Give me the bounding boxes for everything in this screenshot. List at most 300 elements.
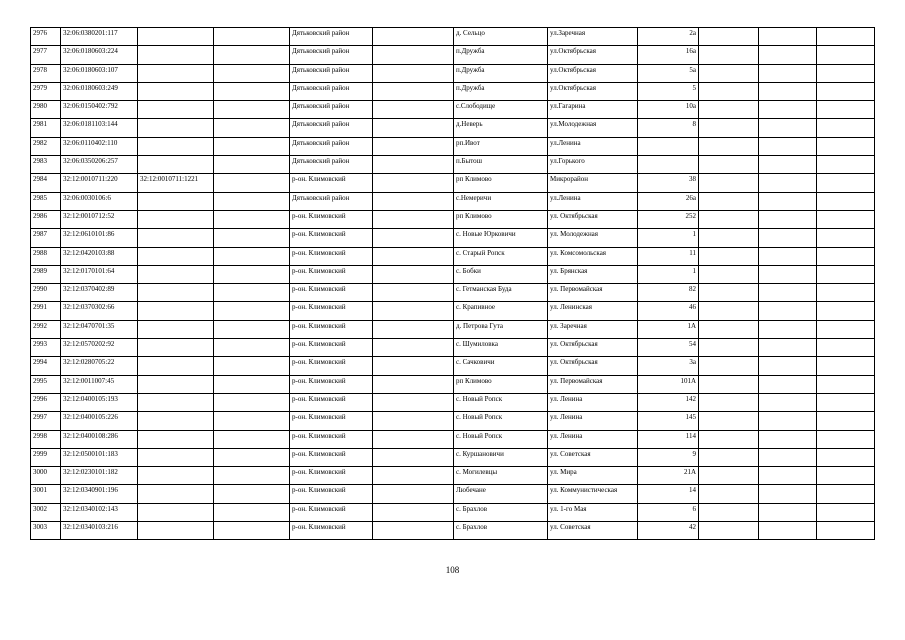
settlement-cell: п.Дружба <box>454 82 548 100</box>
table-row <box>31 448 875 466</box>
settlement-cell: с. Могилевцы <box>454 467 548 485</box>
empty-cell <box>214 192 290 210</box>
street-cell: ул. Коммунистическая <box>548 485 638 503</box>
district-cell: р-он. Климовский <box>290 174 373 192</box>
settlement-cell: с.Немеричи <box>454 192 548 210</box>
empty-cell <box>373 265 454 283</box>
settlement-cell: с. Брахлов <box>454 522 548 540</box>
extra-cadastral-number-cell <box>138 302 214 320</box>
street-cell: ул. 1-го Мая <box>548 503 638 521</box>
empty-cell <box>214 393 290 411</box>
table-row <box>31 192 875 210</box>
table-row <box>31 393 875 411</box>
empty-cell <box>214 46 290 64</box>
empty-cell <box>373 339 454 357</box>
empty-cell <box>699 174 759 192</box>
house-number-cell: 14 <box>638 485 699 503</box>
empty-cell <box>699 192 759 210</box>
settlement-cell: с. Крапивное <box>454 302 548 320</box>
settlement-cell: рп Климово <box>454 375 548 393</box>
empty-cell <box>214 375 290 393</box>
empty-cell <box>214 229 290 247</box>
empty-cell <box>817 119 875 137</box>
empty-cell <box>759 284 817 302</box>
empty-cell <box>699 137 759 155</box>
empty-cell <box>759 265 817 283</box>
district-cell: р-он. Климовский <box>290 393 373 411</box>
empty-cell <box>214 210 290 228</box>
extra-cadastral-number-cell <box>138 46 214 64</box>
house-number-cell: 82 <box>638 284 699 302</box>
empty-cell <box>699 46 759 64</box>
extra-cadastral-number-cell <box>138 28 214 46</box>
empty-cell <box>214 247 290 265</box>
table-row <box>31 82 875 100</box>
street-cell: ул. Молодежная <box>548 229 638 247</box>
empty-cell <box>373 485 454 503</box>
empty-cell <box>214 174 290 192</box>
empty-cell <box>817 174 875 192</box>
house-number-cell: 38 <box>638 174 699 192</box>
house-number-cell <box>638 137 699 155</box>
empty-cell <box>373 137 454 155</box>
cadastral-number-cell: 32:12:0340102:143 <box>61 503 138 521</box>
empty-cell <box>214 448 290 466</box>
street-cell: ул. Заречная <box>548 320 638 338</box>
extra-cadastral-number-cell <box>138 522 214 540</box>
district-cell: р-он. Климовский <box>290 412 373 430</box>
empty-cell <box>699 101 759 119</box>
table-row <box>31 247 875 265</box>
empty-cell <box>373 46 454 64</box>
settlement-cell: с. Сачковичи <box>454 357 548 375</box>
cadastral-number-cell: 32:12:0370302:66 <box>61 302 138 320</box>
district-cell: Дятьковский район <box>290 46 373 64</box>
table-row <box>31 229 875 247</box>
extra-cadastral-number-cell <box>138 64 214 82</box>
empty-cell <box>817 412 875 430</box>
empty-cell <box>759 320 817 338</box>
empty-cell <box>817 485 875 503</box>
empty-cell <box>759 412 817 430</box>
street-cell: ул. Ленина <box>548 393 638 411</box>
empty-cell <box>699 467 759 485</box>
district-cell: р-он. Климовский <box>290 247 373 265</box>
empty-cell <box>214 430 290 448</box>
extra-cadastral-number-cell <box>138 320 214 338</box>
extra-cadastral-number-cell <box>138 430 214 448</box>
settlement-cell: д.Неверь <box>454 119 548 137</box>
cadastral-number-cell: 32:12:0570202:92 <box>61 339 138 357</box>
settlement-cell: с.Слободище <box>454 101 548 119</box>
cadastral-number-cell: 32:12:0011007:45 <box>61 375 138 393</box>
cadastral-number-cell: 32:12:0370402:89 <box>61 284 138 302</box>
empty-cell <box>817 64 875 82</box>
street-cell: ул.Октябрьская <box>548 64 638 82</box>
extra-cadastral-number-cell <box>138 375 214 393</box>
district-cell: Дятьковский район <box>290 101 373 119</box>
district-cell: р-он. Климовский <box>290 302 373 320</box>
empty-cell <box>699 412 759 430</box>
district-cell: Дятьковский район <box>290 119 373 137</box>
empty-cell <box>759 247 817 265</box>
cadastral-number-cell: 32:12:0470701:35 <box>61 320 138 338</box>
cadastral-number-cell: 32:06:0030106:6 <box>61 192 138 210</box>
extra-cadastral-number-cell <box>138 101 214 119</box>
empty-cell <box>759 448 817 466</box>
empty-cell <box>373 28 454 46</box>
district-cell: Дятьковский район <box>290 64 373 82</box>
empty-cell <box>759 357 817 375</box>
table-row <box>31 119 875 137</box>
empty-cell <box>373 375 454 393</box>
extra-cadastral-number-cell <box>138 137 214 155</box>
house-number-cell: 3а <box>638 357 699 375</box>
street-cell: ул. Мира <box>548 467 638 485</box>
extra-cadastral-number-cell <box>138 448 214 466</box>
district-cell: Дятьковский район <box>290 28 373 46</box>
empty-cell <box>699 485 759 503</box>
empty-cell <box>373 284 454 302</box>
registry-table <box>30 27 875 540</box>
row-number-cell: 2976 <box>31 28 61 46</box>
empty-cell <box>373 174 454 192</box>
empty-cell <box>759 485 817 503</box>
settlement-cell: с. Гетманская Буда <box>454 284 548 302</box>
row-number-cell: 2994 <box>31 357 61 375</box>
house-number-cell: 114 <box>638 430 699 448</box>
empty-cell <box>759 393 817 411</box>
extra-cadastral-number-cell <box>138 503 214 521</box>
table-row <box>31 357 875 375</box>
empty-cell <box>699 503 759 521</box>
house-number-cell: 5 <box>638 82 699 100</box>
row-number-cell: 2978 <box>31 64 61 82</box>
empty-cell <box>699 265 759 283</box>
extra-cadastral-number-cell <box>138 192 214 210</box>
empty-cell <box>373 247 454 265</box>
empty-cell <box>373 192 454 210</box>
house-number-cell: 1 <box>638 229 699 247</box>
empty-cell <box>373 229 454 247</box>
empty-cell <box>817 46 875 64</box>
empty-cell <box>214 503 290 521</box>
house-number-cell: 10а <box>638 101 699 119</box>
settlement-cell: Любечане <box>454 485 548 503</box>
extra-cadastral-number-cell <box>138 284 214 302</box>
street-cell: ул.Октябрьская <box>548 82 638 100</box>
row-number-cell: 3001 <box>31 485 61 503</box>
empty-cell <box>759 174 817 192</box>
house-number-cell: 9 <box>638 448 699 466</box>
empty-cell <box>373 210 454 228</box>
street-cell: ул.Ленина <box>548 192 638 210</box>
house-number-cell: 21А <box>638 467 699 485</box>
empty-cell <box>759 229 817 247</box>
house-number-cell <box>638 156 699 174</box>
house-number-cell: 252 <box>638 210 699 228</box>
extra-cadastral-number-cell <box>138 156 214 174</box>
empty-cell <box>373 119 454 137</box>
table-row <box>31 522 875 540</box>
empty-cell <box>373 320 454 338</box>
empty-cell <box>373 302 454 320</box>
district-cell: Дятьковский район <box>290 137 373 155</box>
empty-cell <box>759 137 817 155</box>
house-number-cell: 6 <box>638 503 699 521</box>
street-cell: ул. Советская <box>548 448 638 466</box>
empty-cell <box>699 64 759 82</box>
cadastral-number-cell: 32:06:0150402:792 <box>61 101 138 119</box>
empty-cell <box>699 247 759 265</box>
empty-cell <box>373 64 454 82</box>
street-cell: ул. Советская <box>548 522 638 540</box>
district-cell: р-он. Климовский <box>290 210 373 228</box>
empty-cell <box>373 503 454 521</box>
empty-cell <box>817 393 875 411</box>
settlement-cell: с. Новый Ропск <box>454 393 548 411</box>
settlement-cell: с. Новые Юрковичи <box>454 229 548 247</box>
settlement-cell: рп.Ивот <box>454 137 548 155</box>
table-row <box>31 412 875 430</box>
street-cell: ул.Молодежная <box>548 119 638 137</box>
empty-cell <box>214 119 290 137</box>
empty-cell <box>214 284 290 302</box>
table-row <box>31 46 875 64</box>
cadastral-number-cell: 32:06:0380201:117 <box>61 28 138 46</box>
empty-cell <box>699 156 759 174</box>
cadastral-number-cell: 32:12:0340901:196 <box>61 485 138 503</box>
district-cell: р-он. Климовский <box>290 485 373 503</box>
empty-cell <box>214 522 290 540</box>
empty-cell <box>214 302 290 320</box>
empty-cell <box>699 28 759 46</box>
empty-cell <box>373 412 454 430</box>
table-row <box>31 137 875 155</box>
street-cell: Микрорайон <box>548 174 638 192</box>
row-number-cell: 2979 <box>31 82 61 100</box>
district-cell: р-он. Климовский <box>290 357 373 375</box>
settlement-cell: п.Дружба <box>454 46 548 64</box>
empty-cell <box>817 467 875 485</box>
house-number-cell: 54 <box>638 339 699 357</box>
empty-cell <box>817 156 875 174</box>
empty-cell <box>817 101 875 119</box>
cadastral-number-cell: 32:06:0110402:110 <box>61 137 138 155</box>
row-number-cell: 2996 <box>31 393 61 411</box>
table-body <box>31 28 875 540</box>
cadastral-number-cell: 32:12:0500101:183 <box>61 448 138 466</box>
street-cell: ул. Октябрьская <box>548 357 638 375</box>
empty-cell <box>373 467 454 485</box>
empty-cell <box>817 503 875 521</box>
row-number-cell: 3002 <box>31 503 61 521</box>
settlement-cell: п.Бытош <box>454 156 548 174</box>
settlement-cell: с. Куршановичи <box>454 448 548 466</box>
extra-cadastral-number-cell <box>138 210 214 228</box>
table-row <box>31 28 875 46</box>
row-number-cell: 2984 <box>31 174 61 192</box>
empty-cell <box>699 339 759 357</box>
cadastral-number-cell: 32:12:0610101:86 <box>61 229 138 247</box>
house-number-cell: 16а <box>638 46 699 64</box>
cadastral-number-cell: 32:12:0170101:64 <box>61 265 138 283</box>
empty-cell <box>817 192 875 210</box>
row-number-cell: 3003 <box>31 522 61 540</box>
cadastral-number-cell: 32:12:0420103:88 <box>61 247 138 265</box>
empty-cell <box>699 119 759 137</box>
empty-cell <box>699 210 759 228</box>
empty-cell <box>373 522 454 540</box>
empty-cell <box>759 339 817 357</box>
empty-cell <box>759 156 817 174</box>
district-cell: р-он. Климовский <box>290 229 373 247</box>
row-number-cell: 2999 <box>31 448 61 466</box>
empty-cell <box>699 302 759 320</box>
house-number-cell: 8 <box>638 119 699 137</box>
cadastral-number-cell: 32:12:0400108:286 <box>61 430 138 448</box>
house-number-cell: 26а <box>638 192 699 210</box>
cadastral-number-cell: 32:12:0280705:22 <box>61 357 138 375</box>
empty-cell <box>817 28 875 46</box>
empty-cell <box>214 101 290 119</box>
empty-cell <box>214 28 290 46</box>
street-cell: ул.Октябрьская <box>548 46 638 64</box>
row-number-cell: 2977 <box>31 46 61 64</box>
street-cell: ул. Комсомольская <box>548 247 638 265</box>
house-number-cell: 1А <box>638 320 699 338</box>
empty-cell <box>214 412 290 430</box>
cadastral-number-cell: 32:12:0010711:220 <box>61 174 138 192</box>
house-number-cell: 142 <box>638 393 699 411</box>
empty-cell <box>817 247 875 265</box>
district-cell: р-он. Климовский <box>290 265 373 283</box>
settlement-cell: с. Брахлов <box>454 503 548 521</box>
settlement-cell: рп Климово <box>454 210 548 228</box>
house-number-cell: 46 <box>638 302 699 320</box>
empty-cell <box>817 137 875 155</box>
row-number-cell: 2998 <box>31 430 61 448</box>
house-number-cell: 11 <box>638 247 699 265</box>
row-number-cell: 2988 <box>31 247 61 265</box>
cadastral-number-cell: 32:12:0400105:193 <box>61 393 138 411</box>
empty-cell <box>759 192 817 210</box>
extra-cadastral-number-cell <box>138 229 214 247</box>
empty-cell <box>699 357 759 375</box>
row-number-cell: 2997 <box>31 412 61 430</box>
table-row <box>31 265 875 283</box>
cadastral-number-cell: 32:06:0180603:107 <box>61 64 138 82</box>
cadastral-number-cell: 32:06:0181103:144 <box>61 119 138 137</box>
street-cell: ул.Ленина <box>548 137 638 155</box>
empty-cell <box>214 64 290 82</box>
extra-cadastral-number-cell <box>138 393 214 411</box>
empty-cell <box>373 357 454 375</box>
street-cell: ул. Ленина <box>548 412 638 430</box>
table-row <box>31 101 875 119</box>
table-row <box>31 284 875 302</box>
empty-cell <box>214 265 290 283</box>
district-cell: р-он. Климовский <box>290 503 373 521</box>
table-row <box>31 485 875 503</box>
house-number-cell: 1 <box>638 265 699 283</box>
district-cell: р-он. Климовский <box>290 375 373 393</box>
row-number-cell: 2993 <box>31 339 61 357</box>
empty-cell <box>759 302 817 320</box>
empty-cell <box>817 357 875 375</box>
house-number-cell: 101А <box>638 375 699 393</box>
empty-cell <box>759 430 817 448</box>
settlement-cell: с. Новый Ропск <box>454 430 548 448</box>
empty-cell <box>373 430 454 448</box>
row-number-cell: 3000 <box>31 467 61 485</box>
cadastral-number-cell: 32:06:0350206:257 <box>61 156 138 174</box>
empty-cell <box>759 210 817 228</box>
extra-cadastral-number-cell: 32:12:0010711:1221 <box>138 174 214 192</box>
house-number-cell: 5а <box>638 64 699 82</box>
settlement-cell: д. Петрова Гута <box>454 320 548 338</box>
street-cell: ул.Горького <box>548 156 638 174</box>
empty-cell <box>699 522 759 540</box>
district-cell: Дятьковский район <box>290 156 373 174</box>
table-row <box>31 302 875 320</box>
table-row <box>31 503 875 521</box>
cadastral-number-cell: 32:06:0180603:249 <box>61 82 138 100</box>
empty-cell <box>759 82 817 100</box>
empty-cell <box>817 448 875 466</box>
table-row <box>31 64 875 82</box>
extra-cadastral-number-cell <box>138 265 214 283</box>
street-cell: ул.Заречная <box>548 28 638 46</box>
row-number-cell: 2989 <box>31 265 61 283</box>
row-number-cell: 2990 <box>31 284 61 302</box>
extra-cadastral-number-cell <box>138 119 214 137</box>
table-row <box>31 156 875 174</box>
table-row <box>31 174 875 192</box>
house-number-cell: 145 <box>638 412 699 430</box>
empty-cell <box>817 82 875 100</box>
empty-cell <box>817 375 875 393</box>
settlement-cell: д. Сельцо <box>454 28 548 46</box>
settlement-cell: с. Шумиловка <box>454 339 548 357</box>
street-cell: ул. Ленина <box>548 430 638 448</box>
empty-cell <box>373 448 454 466</box>
table-row <box>31 320 875 338</box>
house-number-cell: 42 <box>638 522 699 540</box>
settlement-cell: п.Дружба <box>454 64 548 82</box>
district-cell: Дятьковский район <box>290 192 373 210</box>
table-row <box>31 210 875 228</box>
empty-cell <box>759 503 817 521</box>
empty-cell <box>759 522 817 540</box>
district-cell: р-он. Климовский <box>290 339 373 357</box>
settlement-cell: рп Климово <box>454 174 548 192</box>
empty-cell <box>759 101 817 119</box>
settlement-cell: с. Новый Ропск <box>454 412 548 430</box>
empty-cell <box>759 375 817 393</box>
extra-cadastral-number-cell <box>138 485 214 503</box>
row-number-cell: 2987 <box>31 229 61 247</box>
district-cell: р-он. Климовский <box>290 522 373 540</box>
empty-cell <box>699 82 759 100</box>
extra-cadastral-number-cell <box>138 357 214 375</box>
extra-cadastral-number-cell <box>138 247 214 265</box>
row-number-cell: 2980 <box>31 101 61 119</box>
empty-cell <box>817 320 875 338</box>
empty-cell <box>817 522 875 540</box>
empty-cell <box>214 82 290 100</box>
empty-cell <box>214 137 290 155</box>
